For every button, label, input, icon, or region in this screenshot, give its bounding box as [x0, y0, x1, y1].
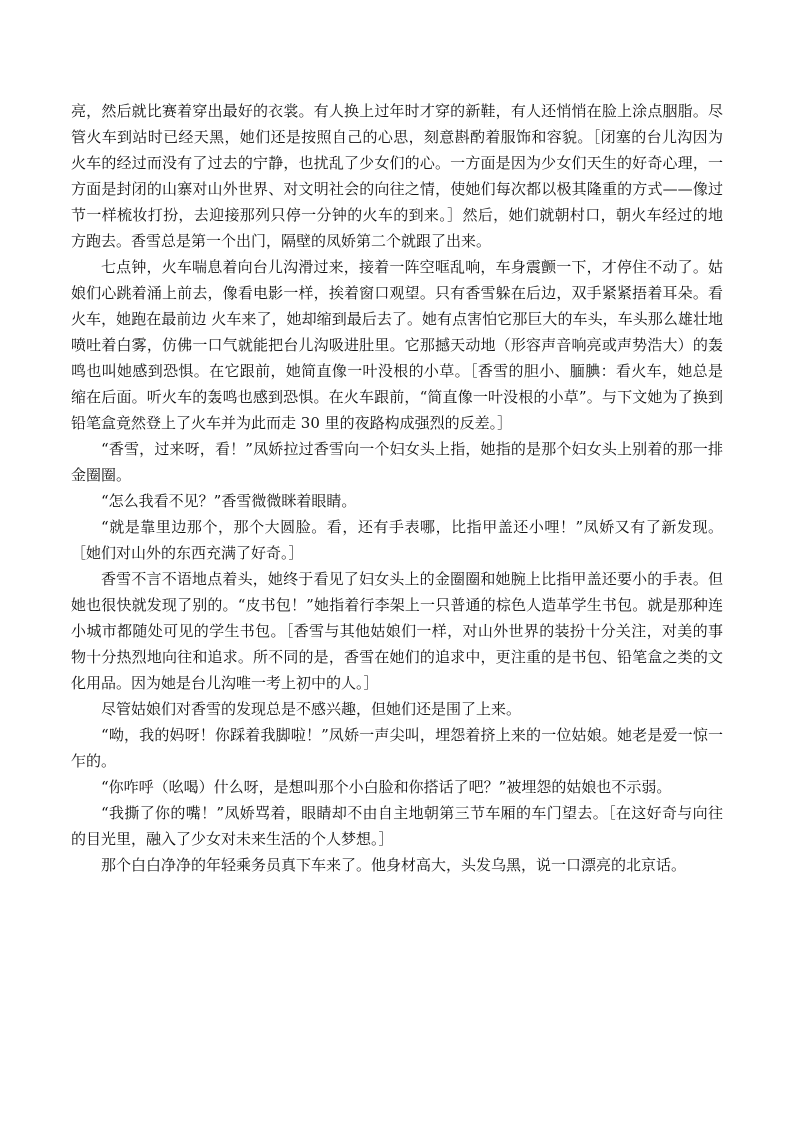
paragraph-5: “就是靠里边那个，那个大圆脸。看，还有手表哪，比指甲盖还小哩！”凤娇又有了新发现。［她们对山外的东西充满了好奇。］	[71, 518, 723, 562]
paragraph-10: “我撕了你的嘴！”凤娇骂着，眼睛却不由自主地朝第三节车厢的车门望去。［在这好奇与向往的目光里，融入了少女对未来生活的个人梦想。］	[71, 804, 723, 848]
paragraph-9: “你咋呼（吆喝）什么呀，是想叫那个小白脸和你搭话了吧？”被埋怨的姑娘也不示弱。	[101, 778, 672, 796]
paragraph-11: 那个白白净净的年轻乘务员真下车来了。他身材高大，头发乌黑，说一口漂亮的北京话。	[101, 856, 687, 874]
paragraph-8: “呦，我的妈呀！你踩着我脚啦！”凤娇一声尖叫，埋怨着挤上来的一位姑娘。她老是爱一惊一乍的。	[71, 726, 723, 770]
paragraph-6: 香雪不言不语地点着头，她终于看见了妇女头上的金圈圈和她腕上比指甲盖还要小的手表。但她也很快就发现了别的。“皮书包！”她指着行李架上一只普通的棕色人造革学生书包。就是那种连小城市都随处可见的学生书包。［香雪与其他姑娘们一样，对山外世界的装扮十分关注，对美的事物十分热烈地向往和追求。所不同的是，香雪在她们的追求中，更注重的是书包、铅笔盒之类的文化用品。因为她是台儿沟唯一考上初中的人。］	[71, 570, 723, 692]
paragraph-4: “怎么我看不见？”香雪微微眯着眼睛。	[101, 492, 357, 510]
paragraph-7: 尽管姑娘们对香雪的发现总是不感兴趣，但她们还是围了上来。	[101, 700, 522, 718]
document-page	[71, 98, 723, 878]
paragraph-2: 七点钟，火车喘息着向台儿沟滑过来，接着一阵空哐乱响，车身震颤一下，才停住不动了。姑娘们心跳着涌上前去，像看电影一样，挨着窗口观望。只有香雪躲在后边，双手紧紧捂着耳朵。看火车，她跑在最前边 火车来了，她却缩到最后去了。她有点害怕它那巨大的车头，车头那么雄壮地喷吐着白雾，仿佛一口气就能把台儿沟吸进肚里。它那撼天动地（形容声音响亮或声势浩大）的轰鸣也叫她感到恐惧。在它跟前，她简直像一叶没根的小草。［香雪的胆小、腼腆：看火车，她总是缩在后面。听火车的轰鸣也感到恐惧。在火车跟前，“简直像一叶没根的小草”。与下文她为了换到铅笔盒竟然登上了火车并为此而走 30 里的夜路构成强烈的反差。］	[71, 258, 723, 432]
paragraph-1: 亮，然后就比赛着穿出最好的衣裳。有人换上过年时才穿的新鞋，有人还悄悄在脸上涂点胭脂。尽管火车到站时已经天黑，她们还是按照自己的心思，刻意斟酌着服饰和容貌。［闭塞的台儿沟因为火车的经过而没有了过去的宁静，也扰乱了少女们的心。一方面是因为少女们天生的好奇心理，一方面是封闭的山寨对山外世界、对文明社会的向往之情，使她们每次都以极其隆重的方式——像过节一样梳妆打扮，去迎接那列只停一分钟的火车的到来。］然后，她们就朝村口，朝火车经过的地方跑去。香雪总是第一个出门，隔壁的凤娇第二个就跟了出来。	[71, 102, 723, 250]
paragraph-3: “香雪，过来呀，看！”凤娇拉过香雪向一个妇女头上指，她指的是那个妇女头上别着的那一排金圈圈。	[71, 440, 723, 484]
